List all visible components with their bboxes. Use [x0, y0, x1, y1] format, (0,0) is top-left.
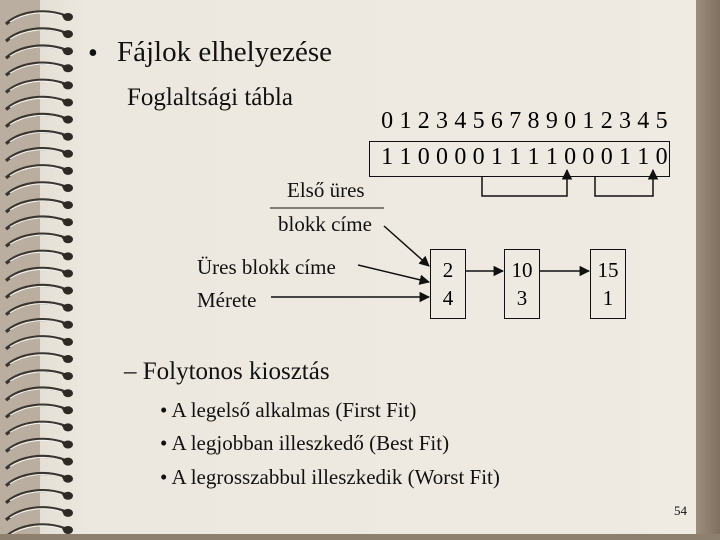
bitmap-index: 3: [436, 108, 449, 134]
title-bullet: •: [88, 38, 98, 69]
bitmap-index: 2: [417, 108, 430, 134]
first-free-label-line2: blokk címe: [278, 212, 372, 236]
node-size: 1: [602, 286, 614, 310]
subtitle: Foglaltsági tábla: [127, 84, 293, 111]
bitmap-index: 9: [545, 108, 558, 134]
section-heading: – Folytonos kiosztás: [124, 358, 330, 385]
bitmap-index: 0: [564, 108, 577, 134]
first-free-pointer-arrow: [384, 226, 429, 266]
bitmap-index: 8: [527, 108, 540, 134]
node-address: 15: [597, 258, 619, 282]
bitmap-index: 6: [490, 108, 503, 134]
bitmap-link-arrow: [595, 170, 653, 196]
bitmap-index: 7: [509, 108, 522, 134]
list-item: • A legrosszabbul illeszkedik (Worst Fit): [160, 465, 500, 489]
bitmap-bit: 0: [454, 144, 467, 170]
bitmap-bit: 1: [490, 144, 503, 170]
bitmap-bit: 0: [436, 144, 449, 170]
bitmap-bit: 0: [655, 144, 668, 170]
bitmap-bit: 1: [637, 144, 650, 170]
bitmap-bit: 0: [600, 144, 613, 170]
bitmap-bit: 0: [472, 144, 485, 170]
bitmap-link-arrow: [482, 170, 567, 196]
free-block-label-arrow: [358, 265, 429, 282]
list-item: • A legelső alkalmas (First Fit): [160, 398, 417, 422]
bitmap-index: 5: [655, 108, 668, 134]
bitmap-index: 0: [381, 108, 394, 134]
slide-title: Fájlok elhelyezése: [117, 36, 332, 68]
list-item: • A legjobban illeszkedő (Best Fit): [160, 431, 450, 455]
bitmap-bit: 1: [527, 144, 540, 170]
first-free-label-line1: Első üres: [287, 178, 365, 202]
size-label: Mérete: [197, 288, 257, 312]
bitmap-bit: 0: [564, 144, 577, 170]
bitmap-index: 2: [600, 108, 613, 134]
node-size: 3: [516, 286, 528, 310]
free-block-label: Üres blokk címe: [197, 255, 336, 279]
bitmap-bit: 1: [509, 144, 522, 170]
node-address: 2: [442, 258, 454, 282]
bitmap-index: 5: [472, 108, 485, 134]
bitmap-index: 3: [619, 108, 631, 134]
bitmap-bit: 0: [582, 144, 595, 170]
bitmap-bit: 1: [399, 144, 412, 170]
bitmap-bit: 1: [545, 144, 558, 170]
node-address: 10: [511, 258, 533, 282]
bitmap-index: 1: [399, 108, 412, 134]
bitmap-index: 4: [454, 108, 467, 134]
bitmap-index: 1: [582, 108, 595, 134]
bitmap-bit: 1: [619, 144, 631, 170]
bitmap-bit: 1: [381, 144, 394, 170]
bitmap-index: 4: [637, 108, 650, 134]
node-size: 4: [442, 286, 454, 310]
page-number: 54: [674, 503, 687, 518]
bitmap-bit: 0: [417, 144, 430, 170]
